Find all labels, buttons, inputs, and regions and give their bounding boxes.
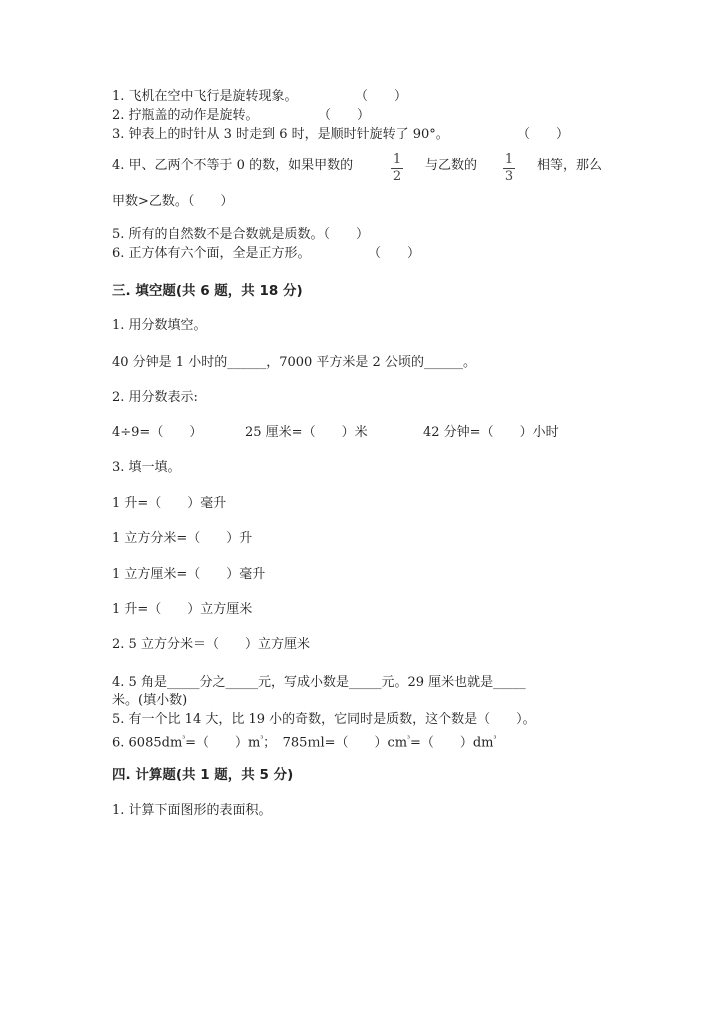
fill-q1-title: 1. 用分数填空。 bbox=[112, 318, 207, 333]
fill-q6-part-d: =（ ）dm bbox=[409, 735, 494, 751]
fraction-numerator: 1 bbox=[392, 152, 402, 167]
section-3-title: 三. 填空题(共 6 题，共 18 分) bbox=[112, 283, 303, 299]
answer-paren[interactable]: （ ） bbox=[368, 246, 421, 261]
fraction-denominator: 3 bbox=[504, 169, 514, 184]
answer-paren[interactable]: （ ） bbox=[355, 89, 408, 104]
superscript-3: ³ bbox=[182, 735, 186, 743]
fill-q3-line2: 1 立方分米=（ ）升 bbox=[112, 531, 253, 546]
judge-q4-line2: 甲数>乙数。（ ） bbox=[112, 194, 234, 209]
fill-q5: 5. 有一个比 14 大，比 19 小的奇数，它同时是质数，这个数是（ ）。 bbox=[112, 712, 536, 727]
judge-q6: 6. 正方体有六个面，全是正方形。 bbox=[112, 246, 311, 261]
fill-q3-title: 3. 填一填。 bbox=[112, 460, 181, 475]
fill-q6-part-c: ； 785ｍl=（ ）cm bbox=[263, 735, 408, 751]
fill-q4-line1: 4. 5 角是_____分之_____元，写成小数是_____元。29 厘米也就是_____ bbox=[112, 675, 526, 690]
fill-q3-line1: 1 升=（ ）毫升 bbox=[112, 496, 227, 511]
fill-q3-line4: 1 升=（ ）立方厘米 bbox=[112, 602, 253, 617]
fill-q3-line3: 1 立方厘米=（ ）毫升 bbox=[112, 567, 266, 582]
fill-q2-b: 25 厘米=（ ）米 bbox=[245, 425, 368, 440]
fill-q2-a: 4÷9=（ ） bbox=[112, 425, 203, 440]
fill-q6-part-b: =（ ）m bbox=[185, 735, 261, 751]
section-4-title: 四. 计算题(共 1 题，共 5 分) bbox=[112, 767, 294, 783]
fill-q4-line2: 米。(填小数) bbox=[112, 693, 188, 708]
judge-q4-text-c: 相等，那么 bbox=[537, 158, 603, 173]
judge-q5: 5. 所有的自然数不是合数就是质数。（ ） bbox=[112, 227, 370, 242]
calc-q1: 1. 计算下面图形的表面积。 bbox=[112, 803, 272, 818]
superscript-3: ³ bbox=[260, 735, 264, 743]
superscript-3: ³ bbox=[493, 735, 497, 743]
judge-q4-text-b: 与乙数的 bbox=[425, 158, 478, 173]
judge-q4-text-a: 4. 甲、乙两个不等于 0 的数，如果甲数的 bbox=[112, 158, 354, 173]
judge-q1: 1. 飞机在空中飞行是旋转现象。 bbox=[112, 89, 298, 104]
judge-q3: 3. 钟表上的时针从 3 时走到 6 时，是顺时针旋转了 90°。 bbox=[112, 127, 449, 142]
fill-q6 bbox=[112, 731, 496, 751]
fraction-denominator: 2 bbox=[392, 169, 402, 184]
fill-q3-line5: 2. 5 立方分米＝（ ）立方厘米 bbox=[112, 637, 310, 652]
fill-q6-part-a: 6. 6085dm bbox=[112, 735, 183, 751]
fraction-one-half bbox=[390, 153, 404, 184]
answer-paren[interactable]: （ ） bbox=[517, 127, 570, 142]
fill-q2-title: 2. 用分数表示: bbox=[112, 390, 198, 405]
superscript-3: ³ bbox=[407, 735, 410, 743]
answer-paren[interactable]: （ ） bbox=[318, 108, 371, 123]
fraction-one-third bbox=[502, 153, 516, 184]
fraction-numerator: 1 bbox=[504, 152, 514, 167]
judge-q2: 2. 拧瓶盖的动作是旋转。 bbox=[112, 108, 259, 123]
fill-q2-c: 42 分钟=（ ）小时 bbox=[423, 425, 559, 440]
fill-q1-line: 40 分钟是 1 小时的______，7000 平方米是 2 公顷的______。 bbox=[112, 355, 476, 370]
